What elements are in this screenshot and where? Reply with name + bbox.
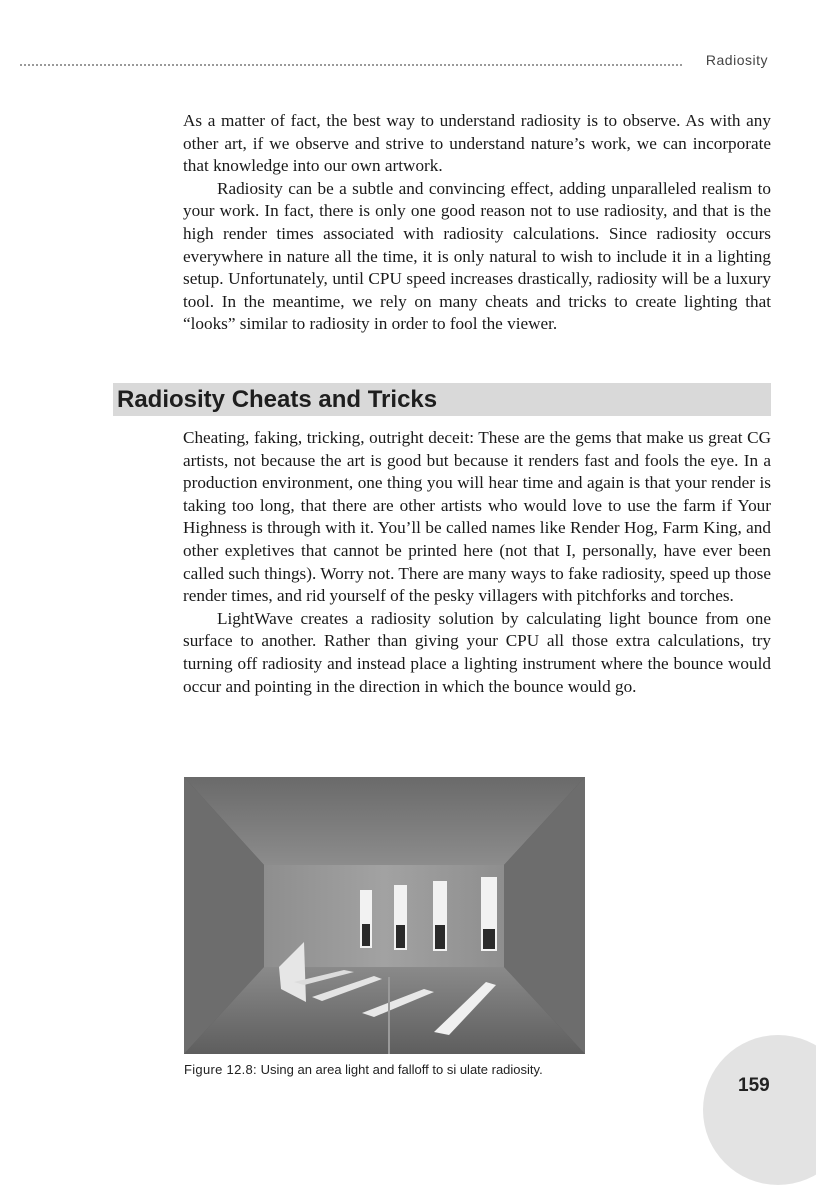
paragraph: As a matter of fact, the best way to understand radiosity is to observe. As with any other art, if we observe and strive to understand nature’s work, we can incorporate that knowledge into our own artwork. bbox=[183, 111, 771, 176]
section-text bbox=[183, 427, 771, 698]
paragraph: LightWave creates a radiosity solution by calculating light bounce from one surface to another. Rather than giving your CPU all those extra calculations, try turning off radiosity and instead place a lighting instrument where the bounce would occur and pointing in the direction in which the bounce would go. bbox=[183, 608, 771, 696]
section-heading: Radiosity Cheats and Tricks bbox=[113, 383, 771, 416]
page-number-badge bbox=[703, 1035, 816, 1185]
figure-caption-text: Using an area light and falloff to si ulate radiosity. bbox=[260, 1062, 543, 1077]
header-dot-leader bbox=[20, 64, 682, 66]
intro-text bbox=[183, 110, 771, 336]
figure-caption-label: Figure 12.8: bbox=[184, 1062, 257, 1077]
figure-caption bbox=[184, 1062, 594, 1078]
paragraph: Radiosity can be a subtle and convincing effect, adding unparalleled realism to your work. In fact, there is only one good reason not to use radiosity, and that is the high render times associated with radiosity calculations. Since radiosity occurs everywhere in nature all the time, it is only natural to wish to include it in a lighting setup. Unfortunately, until CPU speed increases drastically, radiosity will be a luxury tool. In the meantime, we rely on many cheats and tricks to create lighting that “looks” similar to radiosity in order to fool the viewer. bbox=[183, 178, 771, 334]
running-header bbox=[20, 52, 768, 72]
running-header-title: Radiosity bbox=[705, 52, 768, 68]
page-number: 159 bbox=[738, 1075, 770, 1096]
paragraph: Cheating, faking, tricking, outright deceit: These are the gems that make us great CG artists, not because the art is good but because it renders fast and fools the eye. In a production environment, one thing you will hear time and again is that your render is taking too long, that there are other artists who would love to use the farm if Your Highness is through with it. You’ll be called names like Render Hog, Farm King, and other expletives that cannot be printed here (not that I, personally, have ever been called such things). Worry not. There are many ways to fake radiosity, speed up those render times, and rid yourself of the pesky villagers with pitchforks and torches. bbox=[183, 428, 771, 606]
figure-render-image bbox=[184, 777, 585, 1054]
room-render-illustration bbox=[184, 777, 585, 1054]
